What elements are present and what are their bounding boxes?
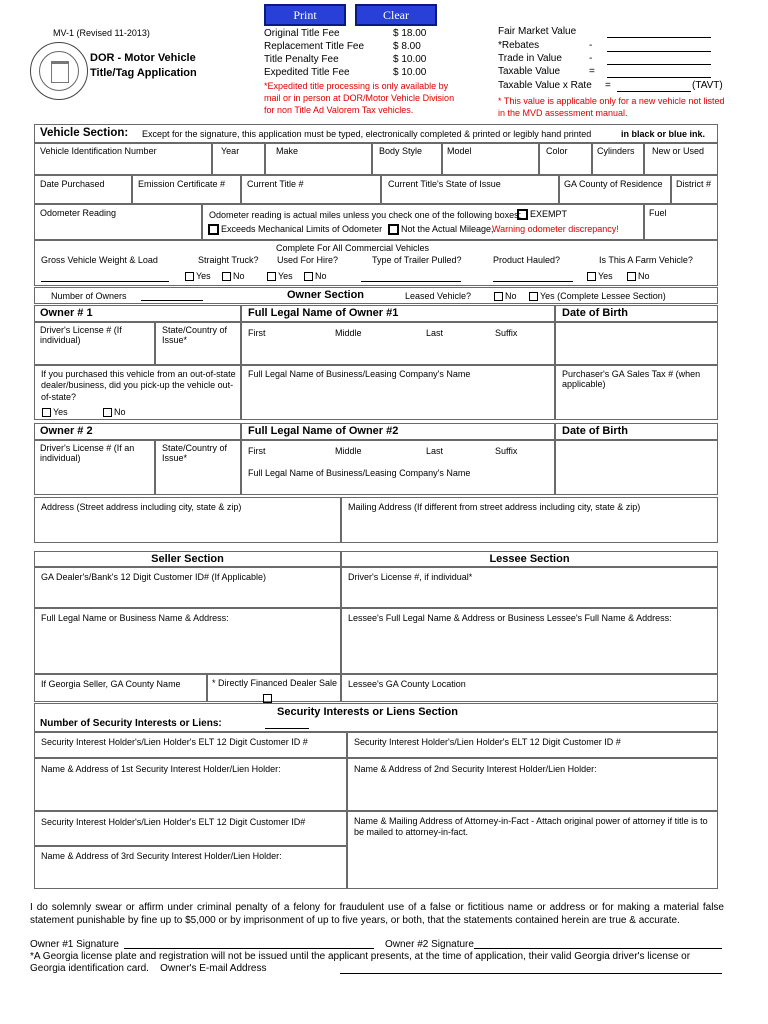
elt-label: Security Interest Holder's/Lien Holder's ELT 12 Digit Customer ID # (41, 737, 308, 747)
hire-label: Used For Hire? (277, 255, 339, 265)
suffix-label: Suffix (495, 328, 518, 338)
lessee-name-label: Lessee's Full Legal Name & Address or Business Lessee's Full Name & Address: (348, 613, 672, 623)
elt-label: Security Interest Holder's/Lien Holder's ELT 12 Digit Customer ID# (41, 817, 306, 827)
business-label: Full Legal Name of Business/Leasing Company's Name (248, 468, 471, 478)
owner2-dob-field[interactable] (555, 440, 718, 495)
owner2-state-field[interactable] (155, 440, 241, 495)
last-label: Last (426, 446, 444, 456)
commercial-heading: Complete For All Commercial Vehicles (276, 243, 430, 253)
owner1-dl-field[interactable] (34, 322, 155, 365)
liens-section-header (34, 703, 718, 732)
oos-yes-checkbox[interactable] (42, 407, 68, 417)
new-used-field[interactable] (644, 143, 718, 175)
financed-sale (207, 674, 341, 702)
lien3-name-field[interactable] (34, 846, 347, 889)
farm-label: Is This A Farm Vehicle? (599, 255, 693, 265)
odo-note: Odometer reading is actual miles unless you check one of the following boxes: (209, 210, 522, 220)
make-label: Make (276, 146, 299, 156)
no-label: No (315, 271, 327, 281)
form-title-line2: Title/Tag Application (90, 67, 197, 79)
owner1-business-field[interactable] (241, 365, 555, 420)
cylinders-label: Cylinders (597, 146, 635, 156)
email-line[interactable] (340, 973, 722, 974)
trailer-label: Type of Trailer Pulled? (372, 255, 462, 265)
business-label: Full Legal Name of Business/Leasing Company's Name (248, 369, 471, 379)
leased-yes-checkbox[interactable] (529, 291, 666, 301)
expedited-note: mail or in person at DOR/Motor Vehicle Division (264, 93, 455, 103)
seller-name-label: Full Legal Name or Business Name & Address: (41, 613, 229, 623)
num-liens-line[interactable] (265, 728, 309, 729)
vehicle-section-header (34, 124, 718, 143)
lien1-name-field[interactable] (34, 758, 347, 811)
cylinders-field[interactable] (592, 143, 644, 175)
current-title-field[interactable] (241, 175, 381, 204)
owner2-name-field[interactable] (241, 440, 555, 495)
district-field[interactable] (671, 175, 718, 204)
leased-label: Leased Vehicle? (405, 291, 472, 301)
fee-label: Expedited Title Fee (264, 67, 350, 78)
fuel-label: Fuel (649, 208, 667, 218)
odometer-options (202, 204, 644, 240)
lessee-dl-label: Driver's License #, if individual* (348, 572, 473, 582)
owner2-dob-header (555, 423, 718, 440)
seller-dealer-id-field[interactable] (34, 567, 341, 608)
current-title-label: Current Title # (247, 179, 304, 189)
fee-amount: $ 10.00 (393, 54, 427, 65)
middle-label: Middle (335, 328, 362, 338)
tavt-note: * This value is applicable only for a new vehicle not listed (498, 96, 725, 106)
exceeds-checkbox[interactable] (208, 224, 382, 235)
emission-label: Emission Certificate # (138, 179, 226, 189)
exempt-label: EXEMPT (530, 209, 568, 219)
model-label: Model (447, 146, 472, 156)
date-purchased-label: Date Purchased (40, 179, 105, 189)
new-used-label: New or Used (652, 146, 705, 156)
fair-market-label: Fair Market Value (498, 26, 577, 37)
fuel-field[interactable] (644, 204, 718, 240)
mailing-address-field[interactable] (341, 497, 718, 543)
leased-no-checkbox[interactable] (494, 291, 517, 301)
address-field[interactable] (34, 497, 341, 543)
seller-section-header: Seller Section (34, 551, 341, 567)
middle-label: Middle (335, 446, 362, 456)
state-country-label: State/Country of Issue* (162, 325, 228, 346)
trade-line[interactable] (607, 64, 711, 65)
suffix-label: Suffix (495, 446, 518, 456)
title-state-field[interactable] (381, 175, 559, 204)
oos-no-checkbox[interactable] (103, 407, 126, 417)
owner-heading: Owner Section (287, 289, 365, 301)
year-label: Year (221, 146, 240, 156)
tavt-note: in the MVD assessment manual. (498, 108, 628, 118)
form-title-line1: DOR - Motor Vehicle (90, 52, 196, 64)
lessee-dl-field[interactable] (341, 567, 718, 608)
elt-label: Security Interest Holder's/Lien Holder's ELT 12 Digit Customer ID # (354, 737, 621, 747)
mailing-label: Mailing Address (If different from street address including city, state & zip) (348, 502, 641, 512)
yes-label: Yes (53, 407, 68, 417)
color-field[interactable] (539, 143, 592, 175)
attorney-field[interactable] (347, 811, 718, 889)
make-field[interactable] (265, 143, 372, 175)
clear-button[interactable]: Clear (355, 4, 437, 26)
straight-yes-checkbox[interactable] (185, 271, 211, 281)
dob-label: Date of Birth (562, 425, 628, 437)
odometer-label: Odometer Reading (40, 208, 117, 218)
oos-question (34, 365, 241, 420)
fee-amount: $ 8.00 (393, 41, 421, 52)
form-id: MV-1 (Revised 11-2013) (53, 28, 150, 38)
lien1-name-label: Name & Address of 1st Security Interest Holder/Lien Holder: (41, 764, 281, 774)
georgia-seal-icon (30, 42, 88, 100)
lien2-name-label: Name & Address of 2nd Security Interest Holder/Lien Holder: (354, 764, 597, 774)
num-liens-label: Number of Security Interests or Liens: (40, 718, 222, 729)
liens-heading: Security Interests or Liens Section (277, 706, 458, 718)
vin-field[interactable] (34, 143, 212, 175)
sales-tax-field[interactable] (555, 365, 718, 420)
trailer-line[interactable] (361, 281, 461, 282)
lien1-elt-field[interactable] (34, 732, 347, 758)
yes-lessee-label: Yes (Complete Lessee Section) (540, 291, 666, 301)
lessee-section-header: Lessee Section (341, 551, 718, 567)
owner2-dl-field[interactable] (34, 440, 155, 495)
dl-label: Driver's License # (If an individual) (40, 443, 135, 464)
seller-county-label: If Georgia Seller, GA County Name (41, 679, 181, 689)
not-actual-label: Not the Actual Mileage, (401, 224, 494, 234)
product-label: Product Hauled? (493, 255, 561, 265)
model-field[interactable] (442, 143, 539, 175)
emission-field[interactable] (132, 175, 241, 204)
yes-label: Yes (278, 271, 293, 281)
first-label: First (248, 328, 266, 338)
hire-yes-checkbox[interactable] (267, 271, 293, 281)
plate-note-text: *A Georgia license plate and registration will not be issued until the applicant presents, at the time of application, their valid Georgia driver's license or Georgia identification card. (30, 951, 691, 974)
lien2-elt-field[interactable] (347, 732, 718, 758)
no-label: No (505, 291, 517, 301)
farm-yes-checkbox[interactable] (587, 271, 613, 281)
exempt-checkbox[interactable] (517, 209, 567, 220)
tavt-label: (TAVT) (692, 80, 723, 91)
seller-county-field[interactable] (34, 674, 207, 702)
rate-label: Taxable Value x Rate (498, 80, 592, 91)
oos-question-label: If you purchased this vehicle from an out-of-state dealer/business, did you pick-up the vehicle out-of-state? (41, 369, 236, 402)
fee-label: Replacement Title Fee (264, 41, 365, 52)
minus-sign: - (589, 53, 593, 64)
owner2-fullname-label: Full Legal Name of Owner #2 (248, 425, 399, 437)
straight-label: Straight Truck? (198, 255, 259, 265)
owner1-header (34, 305, 241, 322)
oath-statement: I do solemnly swear or affirm under criminal penalty of a felony for fraudulent use of a false or fictitious name or address or for making a material false statement punishable by fine up to $5,000 or by imprisonment of up to five years, or both, that the statements contained herein are true & accurate. (30, 902, 724, 926)
gvw-label: Gross Vehicle Weight & Load (41, 255, 158, 265)
date-purchased-field[interactable] (34, 175, 132, 204)
dl-label: Driver's License # (If individual) (40, 325, 122, 346)
taxable-line[interactable] (607, 77, 711, 78)
num-owners-line[interactable] (141, 300, 203, 301)
owner1-label: Owner # 1 (40, 307, 93, 319)
owner1-signature-label: Owner #1 Signature (30, 939, 119, 950)
owner1-name-header (241, 305, 555, 322)
owner1-dob-field[interactable] (555, 322, 718, 365)
taxable-label: Taxable Value (498, 66, 561, 77)
ink-note: in black or blue ink. (621, 129, 706, 139)
lessee-name-field[interactable] (341, 608, 718, 674)
body-style-field[interactable] (372, 143, 442, 175)
expedited-note: for non Title Ad Valorem Tax vehicles. (264, 105, 414, 115)
odometer-warning: Warning odometer discrepancy! (492, 224, 619, 234)
yes-label: Yes (598, 271, 613, 281)
owner1-fullname-label: Full Legal Name of Owner #1 (248, 307, 399, 319)
no-label: No (638, 271, 650, 281)
attorney-label: Name & Mailing Address of Attorney-in-Fact - Attach original power of attorney if title is to be mailed to attorney-in-fact. (354, 816, 708, 837)
no-label: No (233, 271, 245, 281)
sales-tax-label: Purchaser's GA Sales Tax # (when applicable) (562, 369, 701, 390)
print-button[interactable]: Print (264, 4, 346, 26)
email-label: Owner's E-mail Address (160, 963, 267, 974)
fee-label: Title Penalty Fee (264, 54, 339, 65)
product-line[interactable] (493, 281, 573, 282)
dob-label: Date of Birth (562, 307, 628, 319)
title-state-label: Current Title's State of Issue (388, 179, 501, 189)
num-owners-label: Number of Owners (51, 291, 127, 301)
district-label: District # (676, 179, 712, 189)
dealer-id-label: GA Dealer's/Bank's 12 Digit Customer ID# (If Applicable) (41, 572, 267, 582)
address-label: Address (Street address including city, state & zip) (41, 502, 242, 512)
trade-label: Trade in Value (498, 53, 562, 64)
owner1-state-field[interactable] (155, 322, 241, 365)
owner1-dob-header (555, 305, 718, 322)
county-label: GA County of Residence (564, 179, 663, 189)
lien3-name-label: Name & Address of 3rd Security Interest Holder/Lien Holder: (41, 851, 282, 861)
rebates-line[interactable] (607, 51, 711, 52)
lien2-name-field[interactable] (347, 758, 718, 811)
vehicle-instructions: Except for the signature, this application must be typed, electronically completed & printed or legibly hand printed (142, 129, 592, 139)
seller-name-field[interactable] (34, 608, 341, 674)
minus-sign: - (589, 40, 593, 51)
owner2-label: Owner # 2 (40, 425, 93, 437)
exceeds-label: Exceeds Mechanical Limits of Odometer (221, 224, 383, 234)
lessee-county-field[interactable] (341, 674, 718, 702)
commercial-section (34, 240, 718, 286)
owner2-signature-label: Owner #2 Signature (385, 939, 474, 950)
plate-note (30, 951, 724, 975)
owner1-signature-line[interactable] (124, 948, 374, 949)
equals-sign: = (589, 66, 595, 77)
county-field[interactable] (559, 175, 671, 204)
fee-amount: $ 10.00 (393, 67, 427, 78)
first-label: First (248, 446, 266, 456)
owner-section-header (34, 287, 718, 304)
last-label: Last (426, 328, 444, 338)
vehicle-heading: Vehicle Section: (40, 127, 129, 139)
fee-amount: $ 18.00 (393, 28, 427, 39)
owner2-signature-line[interactable] (474, 948, 722, 949)
fee-label: Original Title Fee (264, 28, 340, 39)
farm-no-checkbox[interactable] (627, 271, 650, 281)
owner1-name-field[interactable] (241, 322, 555, 365)
not-actual-checkbox[interactable] (388, 224, 494, 235)
lien3-elt-field[interactable] (34, 811, 347, 846)
financed-label: * Directly Financed Dealer Sale (212, 678, 338, 688)
straight-no-checkbox[interactable] (222, 271, 245, 281)
odometer-field[interactable] (34, 204, 202, 240)
color-label: Color (546, 146, 568, 156)
hire-no-checkbox[interactable] (304, 271, 327, 281)
no-label: No (114, 407, 126, 417)
expedited-note: *Expedited title processing is only available by (264, 81, 449, 91)
gvw-line[interactable] (41, 281, 169, 282)
tavt-line[interactable] (617, 91, 691, 92)
year-field[interactable] (212, 143, 265, 175)
lessee-county-label: Lessee's GA County Location (348, 679, 466, 689)
equals-sign: = (605, 80, 611, 91)
owner2-header (34, 423, 241, 440)
body-label: Body Style (379, 146, 423, 156)
vin-label: Vehicle Identification Number (40, 146, 157, 156)
state-country-label: State/Country of Issue* (162, 443, 228, 464)
owner2-name-header (241, 423, 555, 440)
fair-market-line[interactable] (607, 37, 711, 38)
yes-label: Yes (196, 271, 211, 281)
rebates-label: *Rebates (498, 40, 540, 51)
